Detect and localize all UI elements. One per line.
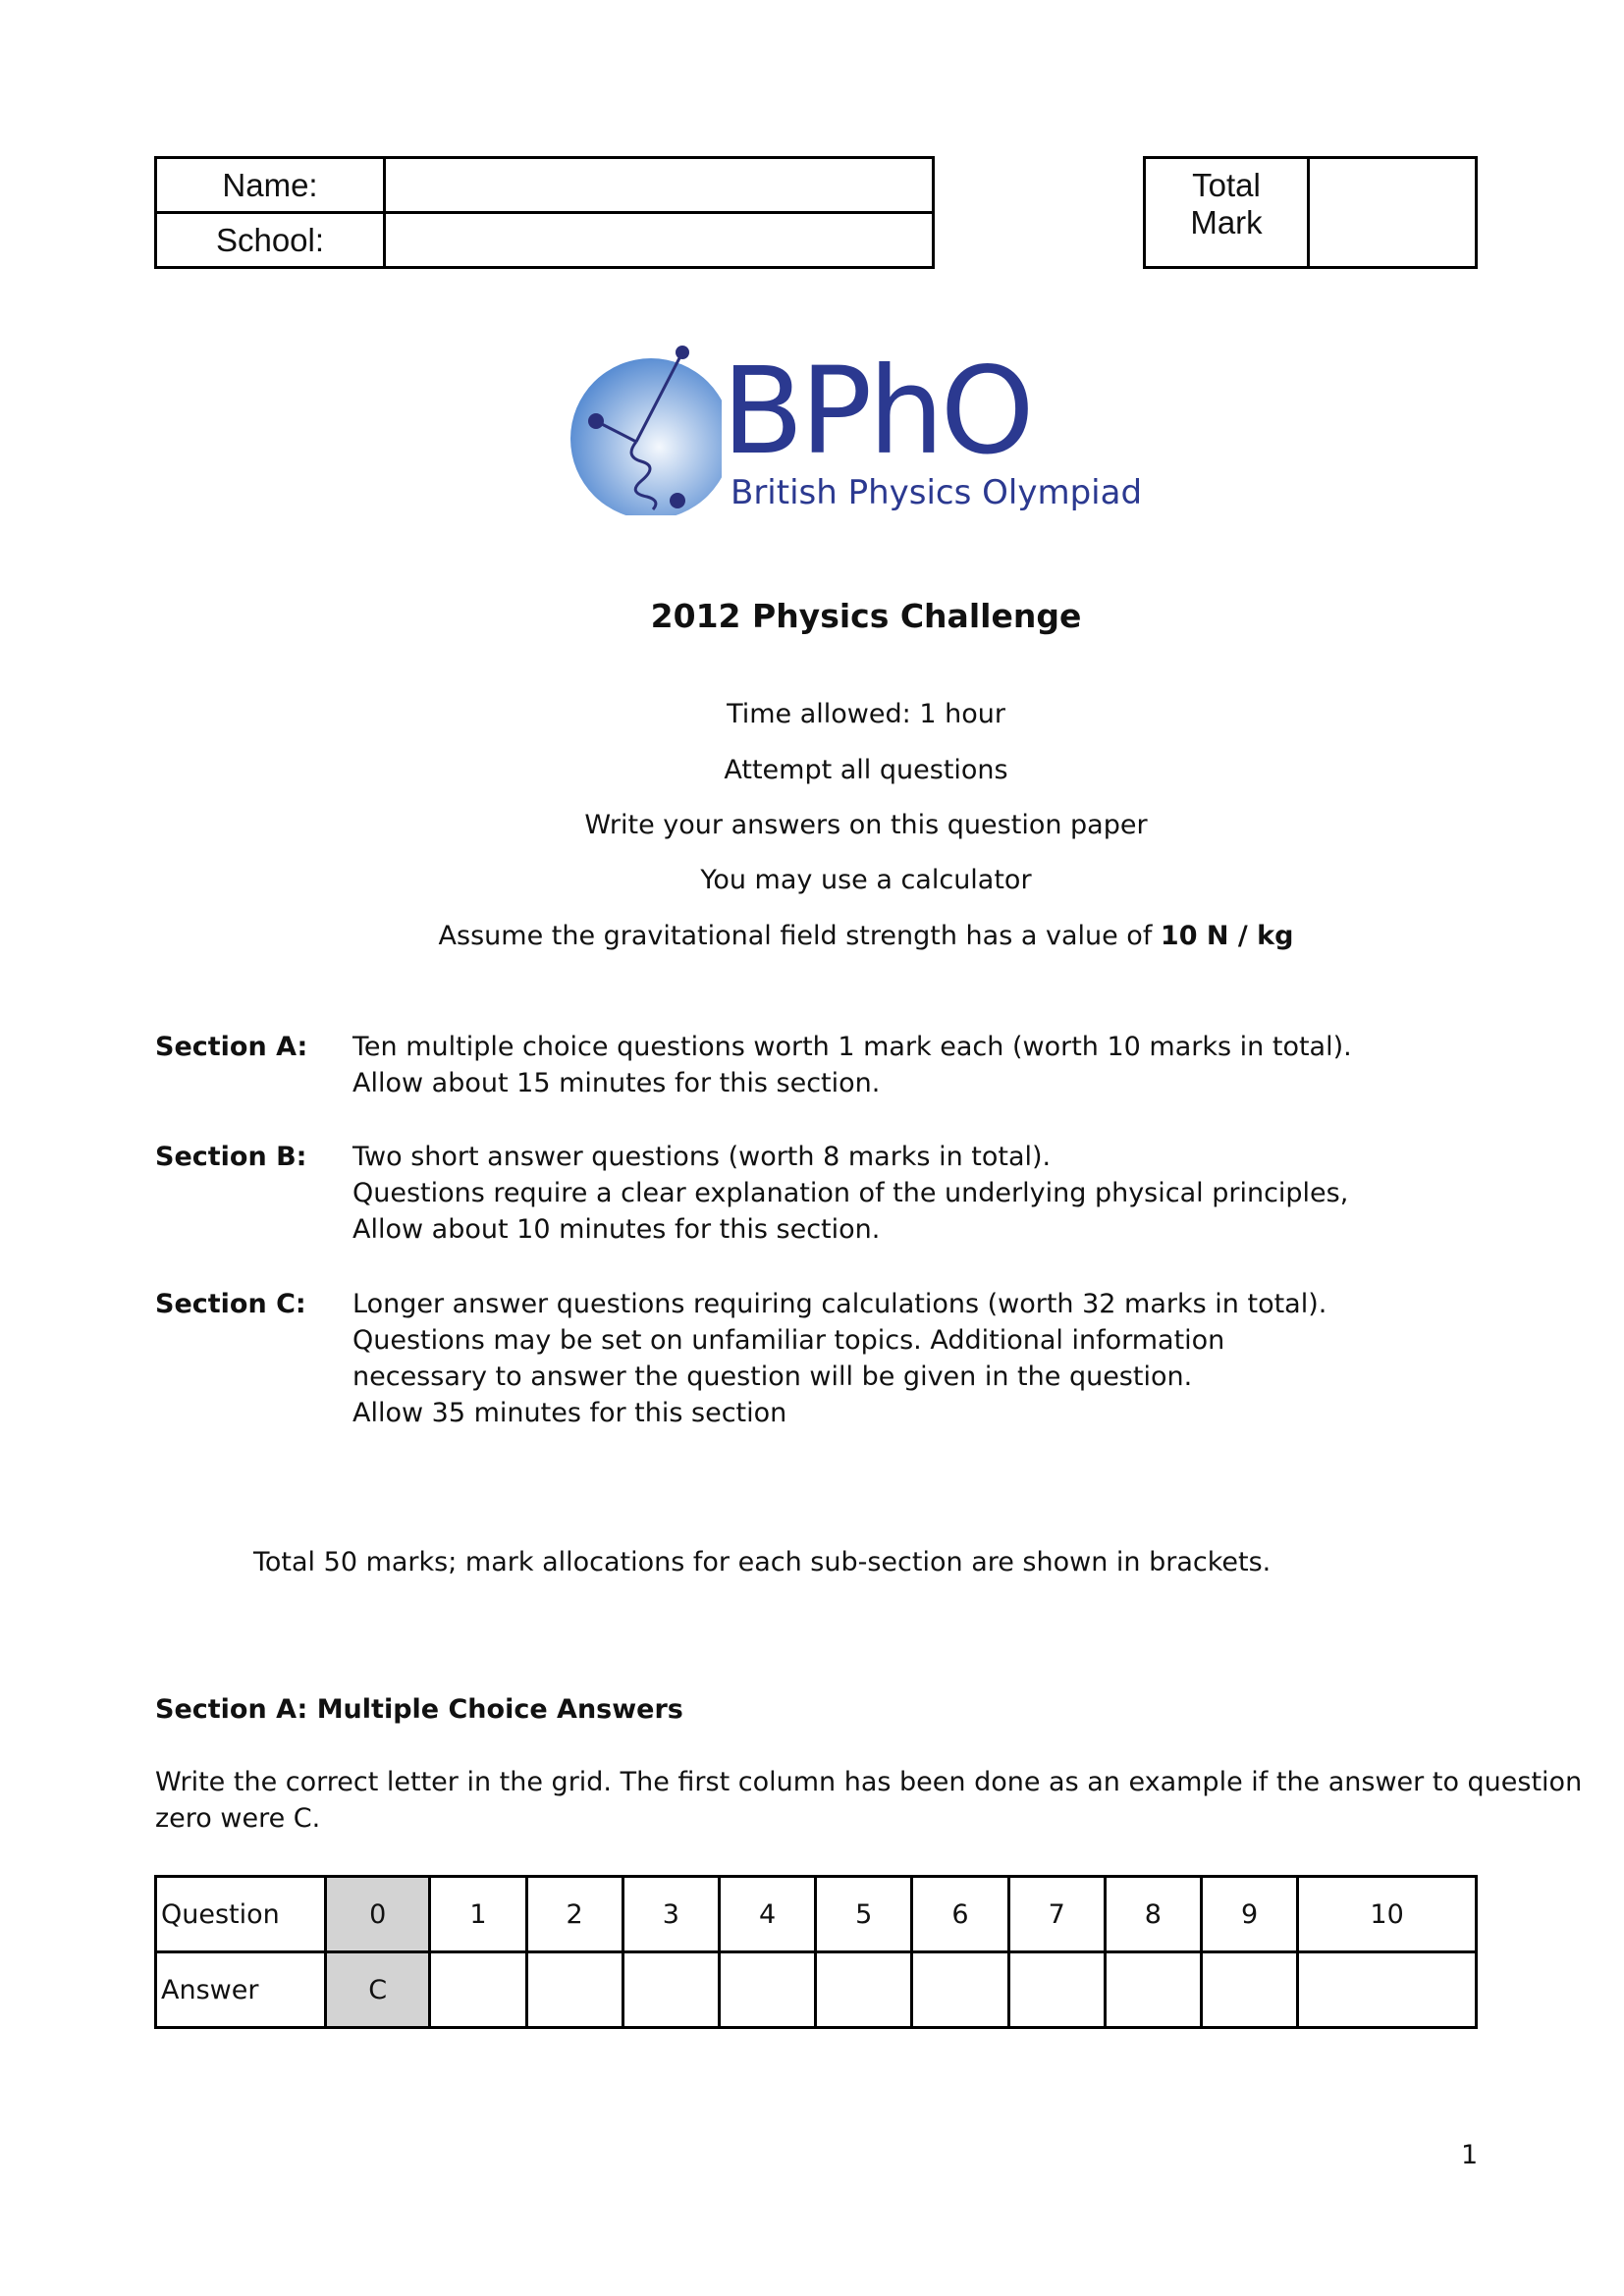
answer-grid bbox=[154, 1875, 1478, 2029]
logo-full-name: British Physics Olympiad bbox=[731, 473, 1143, 512]
question-number-cell: 2 bbox=[526, 1877, 623, 1952]
answer-cell[interactable] bbox=[526, 1952, 623, 2028]
instruction: Time allowed: 1 hour bbox=[727, 699, 1005, 729]
total-mark-field[interactable] bbox=[1309, 158, 1477, 268]
answer-cell[interactable] bbox=[1298, 1952, 1477, 2028]
total-marks-note: Total 50 marks; mark allocations for each sub-section are shown in brackets. bbox=[253, 1547, 1272, 1577]
section-c-text: Longer answer questions requiring calculations (worth 32 marks in total). Questions may be set on unfamiliar topics. Additional information necessary to answer the question will be given in the question. Allow 35 minutes for this section bbox=[352, 1289, 1327, 1428]
answer-cell[interactable] bbox=[816, 1952, 912, 2028]
page-number: 1 bbox=[1461, 2140, 1479, 2170]
instruction: Attempt all questions bbox=[724, 755, 1008, 785]
question-number-cell: 7 bbox=[1008, 1877, 1105, 1952]
answer-cell: C bbox=[326, 1952, 430, 2028]
question-number-cell: 10 bbox=[1298, 1877, 1477, 1952]
question-number-cell: 0 bbox=[326, 1877, 430, 1952]
question-number-cell: 5 bbox=[816, 1877, 912, 1952]
bpho-logo-icon bbox=[565, 339, 722, 515]
instruction: You may use a calculator bbox=[700, 865, 1032, 895]
section-a-label: Section A: bbox=[155, 1032, 308, 1062]
school-label: School: bbox=[156, 213, 385, 268]
question-number-cell: 4 bbox=[719, 1877, 815, 1952]
section-b-text: Two short answer questions (worth 8 marks in total). Questions require a clear explanation of the underlying physical principles, Allow about 10 minutes for this section. bbox=[352, 1142, 1349, 1245]
section-b-label: Section B: bbox=[155, 1142, 307, 1172]
page-title: 2012 Physics Challenge bbox=[650, 597, 1082, 635]
total-mark-table bbox=[1143, 156, 1478, 269]
section-c-label: Section C: bbox=[155, 1289, 306, 1319]
answer-cell[interactable] bbox=[1105, 1952, 1201, 2028]
name-label: Name: bbox=[156, 158, 385, 213]
school-field[interactable] bbox=[385, 213, 934, 268]
question-number-cell: 6 bbox=[912, 1877, 1008, 1952]
question-number-cell: 1 bbox=[430, 1877, 526, 1952]
answer-cell[interactable] bbox=[430, 1952, 526, 2028]
answer-cell[interactable] bbox=[623, 1952, 719, 2028]
mc-heading: Section A: Multiple Choice Answers bbox=[155, 1694, 683, 1725]
answer-cell[interactable] bbox=[1008, 1952, 1105, 2028]
answer-row-label: Answer bbox=[156, 1952, 326, 2028]
total-mark-label: Total Mark bbox=[1145, 158, 1309, 268]
mc-instruction: Write the correct letter in the grid. The first column has been done as an example if the answer to question zero were C. bbox=[155, 1767, 1583, 1834]
gravity-instruction: Assume the gravitational field strength has a value of 10 N / kg bbox=[438, 921, 1294, 951]
name-school-table bbox=[154, 156, 935, 269]
section-a-text: Ten multiple choice questions worth 1 mark each (worth 10 marks in total). Allow about 15 minutes for this section. bbox=[352, 1032, 1352, 1098]
answer-cell[interactable] bbox=[912, 1952, 1008, 2028]
logo-acronym: BPhO bbox=[722, 342, 1031, 481]
name-field[interactable] bbox=[385, 158, 934, 213]
question-number-cell: 3 bbox=[623, 1877, 719, 1952]
instruction: Write your answers on this question paper bbox=[584, 810, 1148, 840]
answer-cell[interactable] bbox=[1201, 1952, 1297, 2028]
question-row-label: Question bbox=[156, 1877, 326, 1952]
question-number-cell: 8 bbox=[1105, 1877, 1201, 1952]
question-number-cell: 9 bbox=[1201, 1877, 1297, 1952]
answer-cell[interactable] bbox=[719, 1952, 815, 2028]
